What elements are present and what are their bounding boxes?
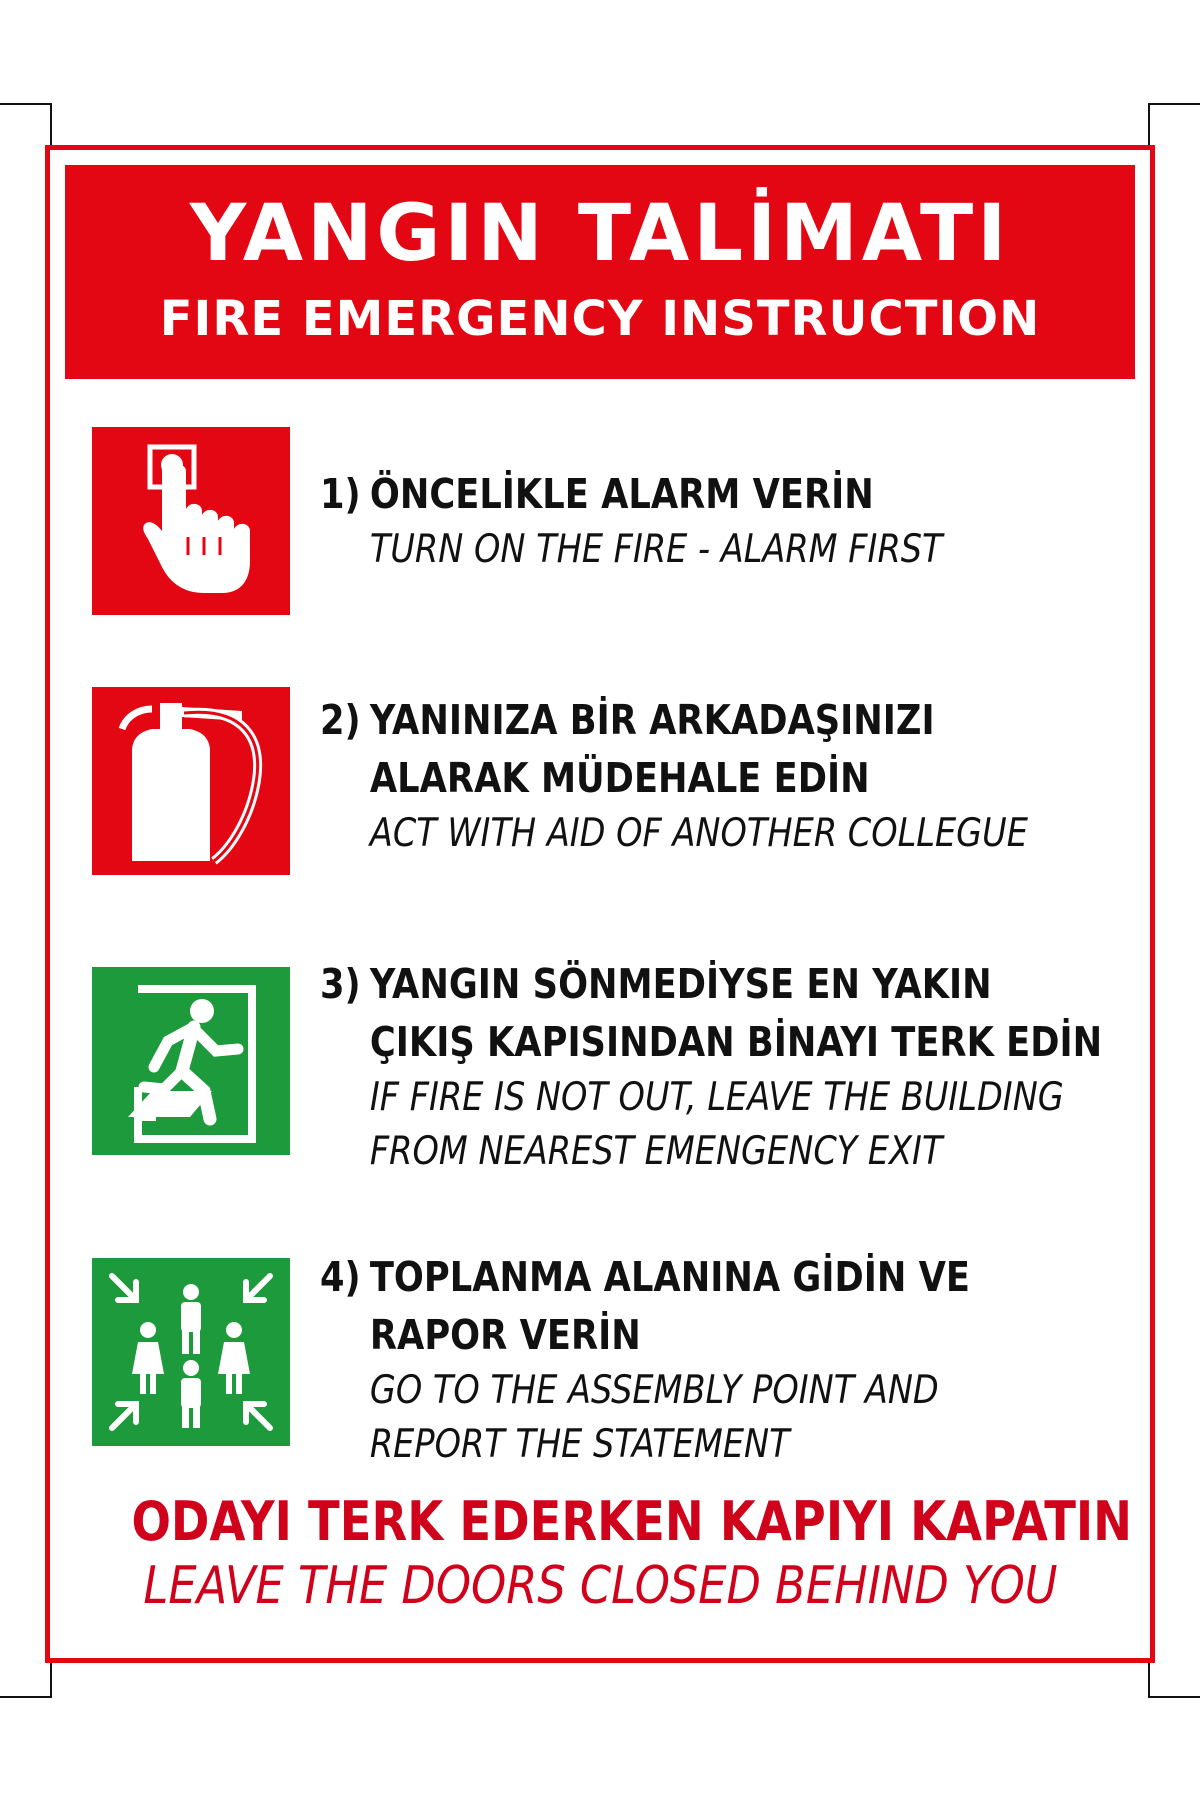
assembly-point-icon — [92, 1258, 290, 1446]
step-2-tr-line-2: ALARAK MÜDEHALE EDİN — [369, 754, 870, 802]
step-4-tr-line-1: TOPLANMA ALANINA GİDİN VE — [369, 1253, 971, 1301]
step-4-en-line-1: GO TO THE ASSEMBLY POINT AND — [369, 1368, 939, 1413]
footer-tr-text: ODAYI TERK EDERKEN KAPIYI KAPATIN — [131, 1490, 1133, 1553]
step-3-number: 3) — [320, 960, 361, 1008]
step-4-en-line-2: REPORT THE STATEMENT — [369, 1422, 790, 1467]
step-1-tr-line-1: ÖNCELİKLE ALARM VERİN — [369, 470, 874, 518]
emergency-exit-icon — [92, 967, 290, 1155]
step-3-text — [320, 955, 1150, 1179]
step-3-en-line-1: IF FIRE IS NOT OUT, LEAVE THE BUILDING — [369, 1075, 1064, 1120]
crop-mark-top-left — [0, 103, 52, 151]
crop-mark-bottom-right — [1148, 1650, 1200, 1698]
step-4-text — [320, 1248, 1150, 1472]
step-4-tr-line-2: RAPOR VERİN — [369, 1311, 641, 1359]
step-1-en-line-1: TURN ON THE FIRE - ALARM FIRST — [369, 527, 943, 572]
footer-en-text: LEAVE THE DOORS CLOSED BEHIND YOU — [142, 1556, 1058, 1616]
fire-alarm-button-icon — [92, 427, 290, 615]
sign-title: YANGIN TALİMATI — [189, 189, 1011, 279]
crop-mark-top-right — [1148, 103, 1200, 151]
step-2-text — [320, 691, 1150, 861]
sign-header — [65, 165, 1135, 379]
step-3-en-line-2: FROM NEAREST EMENGENCY EXIT — [369, 1129, 943, 1174]
step-2-number: 2) — [320, 696, 361, 744]
step-2-en-line-1: ACT WITH AID OF ANOTHER COLLEGUE — [369, 811, 1028, 856]
step-1-number: 1) — [320, 470, 361, 518]
fire-instruction-sign — [45, 145, 1155, 1663]
fire-extinguisher-icon — [92, 687, 290, 875]
step-2-tr-line-1: YANINIZA BİR ARKADAŞINIZI — [369, 696, 935, 744]
step-1-text — [320, 465, 1150, 577]
step-3-tr-line-2: ÇIKIŞ KAPISINDAN BİNAYI TERK EDİN — [369, 1018, 1103, 1066]
step-4-number: 4) — [320, 1253, 361, 1301]
sign-subtitle: FIRE EMERGENCY INSTRUCTION — [159, 291, 1041, 347]
step-3-tr-line-1: YANGIN SÖNMEDİYSE EN YAKIN — [369, 960, 992, 1008]
